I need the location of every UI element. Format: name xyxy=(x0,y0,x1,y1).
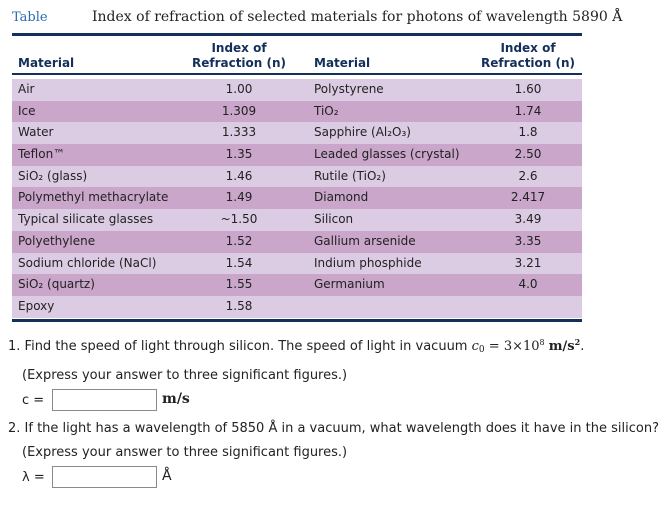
index-cell: 1.55 xyxy=(225,277,253,292)
table-row xyxy=(12,79,582,101)
index-cell: 1.309 xyxy=(221,103,257,118)
question-text: Find the speed of light through silicon. The speed of light in vacuum xyxy=(24,339,468,354)
header-index-line1: Index of xyxy=(211,41,267,55)
material-cell: Diamond xyxy=(314,190,369,205)
header-index-line2: Refraction (n) xyxy=(480,56,576,70)
index-cell: 1.8 xyxy=(518,125,538,140)
answer-label: c = xyxy=(22,393,45,408)
table-row xyxy=(12,296,582,318)
question-1-note: (Express your answer to three significant figures.) xyxy=(22,368,348,383)
material-cell: SiO₂ (quartz) xyxy=(18,277,95,292)
question-number: 2. xyxy=(8,421,21,436)
table-row xyxy=(12,101,582,123)
table-header xyxy=(12,38,582,75)
index-cell: 2.6 xyxy=(518,168,538,183)
question-text: If the light has a wavelength of 5850 Å in a vacuum, what wavelength does it have in the silicon? xyxy=(24,421,659,436)
index-cell: 1.00 xyxy=(225,82,253,96)
material-cell: SiO₂ (glass) xyxy=(18,168,88,183)
table-row xyxy=(12,144,582,166)
table-row xyxy=(12,253,582,275)
material-cell: Indium phosphide xyxy=(314,255,422,270)
index-cell: 3.35 xyxy=(514,233,542,248)
header-index-left xyxy=(190,41,288,71)
sentence-end: . xyxy=(580,339,585,354)
wavelength-answer-input[interactable] xyxy=(52,466,157,488)
question-2 xyxy=(8,421,659,436)
question-number: 1. xyxy=(8,339,21,354)
speed-symbol: c xyxy=(471,339,479,354)
material-cell: Leaded glasses (crystal) xyxy=(314,147,460,162)
index-cell: 1.333 xyxy=(221,125,257,140)
index-cell: 1.35 xyxy=(225,147,253,162)
speed-unit-exponent: 2 xyxy=(574,337,581,347)
table-body xyxy=(12,79,582,318)
answer-unit: m/s xyxy=(162,391,190,407)
material-cell: Sapphire (Al₂O₃) xyxy=(314,125,411,140)
material-cell: Germanium xyxy=(314,277,385,292)
material-cell: Polyethylene xyxy=(18,233,96,248)
header-index-line2: Refraction (n) xyxy=(191,56,287,70)
material-cell: Typical silicate glasses xyxy=(18,212,154,227)
header-index-line1: Index of xyxy=(500,41,556,55)
material-cell: Epoxy xyxy=(18,298,55,313)
index-cell: 1.49 xyxy=(225,190,253,205)
table-row xyxy=(12,122,582,144)
material-cell: Air xyxy=(18,82,35,96)
answer-label: λ = xyxy=(22,470,45,485)
table-row xyxy=(12,231,582,253)
material-cell: Teflon™ xyxy=(18,147,66,162)
index-cell: 1.58 xyxy=(225,298,253,313)
index-cell: 1.52 xyxy=(225,233,253,248)
answer-unit: Å xyxy=(162,468,172,484)
index-cell: 1.60 xyxy=(514,82,542,96)
table-row xyxy=(12,274,582,296)
index-cell: ~1.50 xyxy=(220,212,258,227)
index-cell: 3.21 xyxy=(514,255,542,270)
index-cell: 2.417 xyxy=(510,190,546,205)
table-label: Table xyxy=(12,10,48,25)
material-cell: Ice xyxy=(18,103,36,118)
header-material-left: Material xyxy=(18,56,75,70)
index-cell: 1.46 xyxy=(225,168,253,183)
material-cell: Gallium arsenide xyxy=(314,233,416,248)
material-cell: Rutile (TiO₂) xyxy=(314,168,386,183)
speed-answer-input[interactable] xyxy=(52,389,157,411)
question-1 xyxy=(8,339,584,354)
material-cell: TiO₂ xyxy=(314,103,339,118)
index-cell: 4.0 xyxy=(518,277,538,292)
material-cell: Polystyrene xyxy=(314,82,384,96)
speed-exponent: 8 xyxy=(539,338,545,347)
question-2-note: (Express your answer to three significant figures.) xyxy=(22,445,348,460)
equals-sign: = xyxy=(488,339,500,354)
index-cell: 1.74 xyxy=(514,103,542,118)
table-row xyxy=(12,166,582,188)
index-cell: 3.49 xyxy=(514,212,542,227)
material-cell: Water xyxy=(18,125,54,140)
speed-subscript: 0 xyxy=(478,345,485,355)
table-title: Index of refraction of selected materials for photons of wavelength 5890 Å xyxy=(92,9,623,25)
table-top-rule xyxy=(12,33,582,36)
index-cell: 2.50 xyxy=(514,147,542,162)
material-cell: Silicon xyxy=(314,212,354,227)
table-caption xyxy=(12,8,652,30)
table-row xyxy=(12,209,582,231)
header-index-right xyxy=(478,41,578,71)
table-row xyxy=(12,187,582,209)
material-cell: Polymethyl methacrylate xyxy=(18,190,169,205)
table-bottom-rule xyxy=(12,319,582,322)
material-cell: Sodium chloride (NaCl) xyxy=(18,255,157,270)
speed-unit: m/s xyxy=(548,339,575,354)
speed-value: 3×10 xyxy=(503,339,540,354)
index-cell: 1.54 xyxy=(225,255,253,270)
header-material-right: Material xyxy=(314,56,371,70)
